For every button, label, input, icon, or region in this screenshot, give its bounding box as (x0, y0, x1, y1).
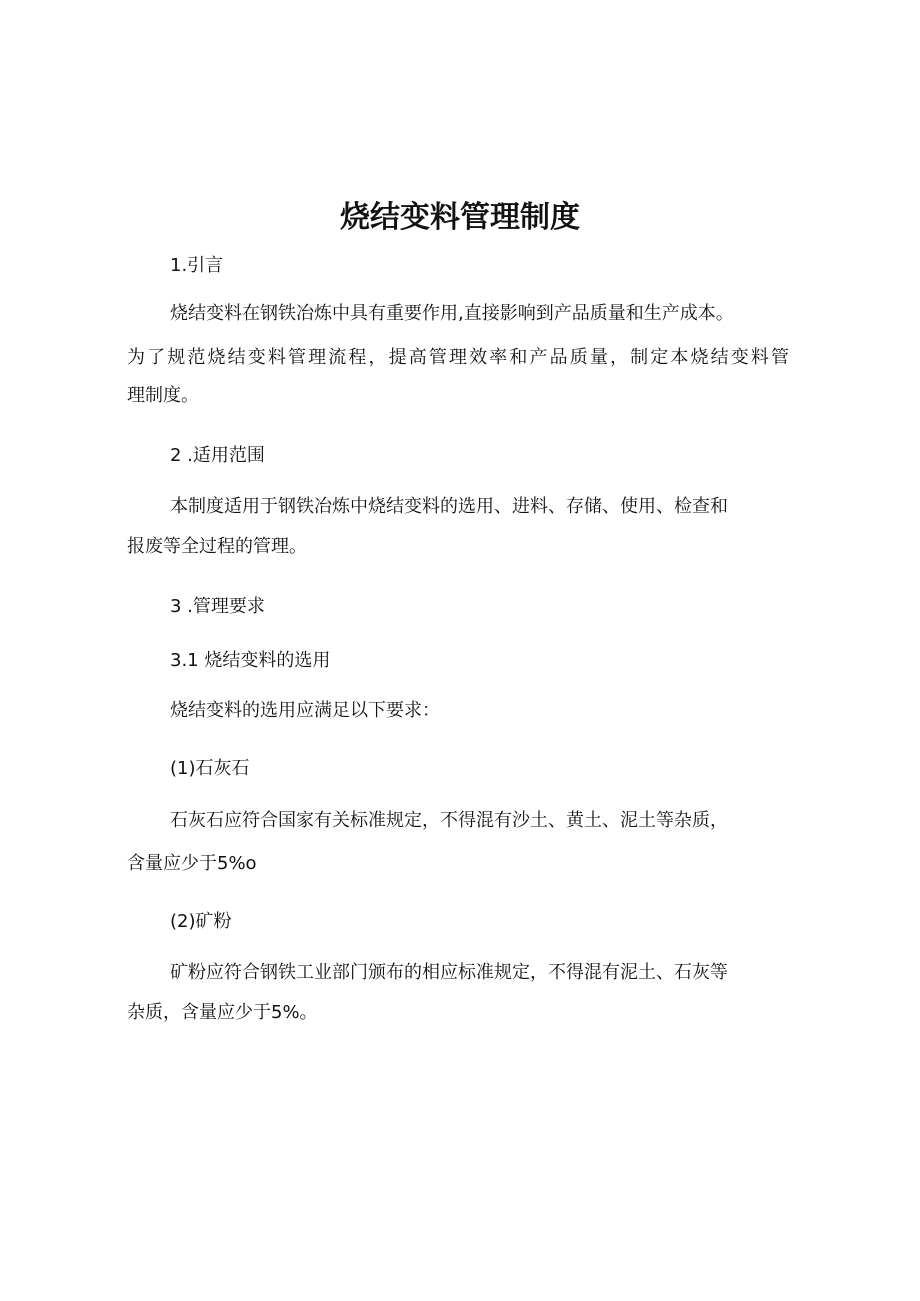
section-1-paragraph-line-2: 为了规范烧结变料管理流程，提高管理效率和产品质量，制定本烧结变料管 (127, 347, 789, 368)
document-title: 烧结变料管理制度 (340, 200, 580, 235)
item-2-paragraph-line-2: 杂质，含量应少于5%。 (127, 1002, 318, 1023)
section-1-paragraph-line-3: 理制度。 (127, 385, 199, 406)
item-1-paragraph-line-1: 石灰石应符合国家有关标准规定，不得混有沙土、黄土、泥土等杂质， (170, 810, 728, 831)
section-2-heading: 2 .适用范围 (170, 445, 265, 466)
item-2-heading: (2)矿粉 (170, 911, 232, 932)
section-2-paragraph-line-2: 报废等全过程的管理。 (127, 536, 307, 557)
section-1-paragraph-line-1: 烧结变料在钢铁冶炼中具有重要作用,直接影响到产品质量和生产成本。 (170, 303, 734, 324)
section-2-paragraph-line-1: 本制度适用于钢铁冶炼中烧结变料的选用、进料、存储、使用、检查和 (170, 496, 728, 517)
section-1-heading: 1.引言 (170, 255, 224, 276)
section-3-1-intro: 烧结变料的选用应满足以下要求： (170, 700, 440, 721)
item-1-heading: (1)石灰石 (170, 758, 250, 779)
item-1-paragraph-line-2: 含量应少于5%o (127, 853, 257, 874)
section-3-1-heading: 3.1 烧结变料的选用 (170, 650, 331, 671)
section-3-heading: 3 .管理要求 (170, 596, 265, 617)
item-2-paragraph-line-1: 矿粉应符合钢铁工业部门颁布的相应标准规定，不得混有泥土、石灰等 (170, 962, 728, 983)
